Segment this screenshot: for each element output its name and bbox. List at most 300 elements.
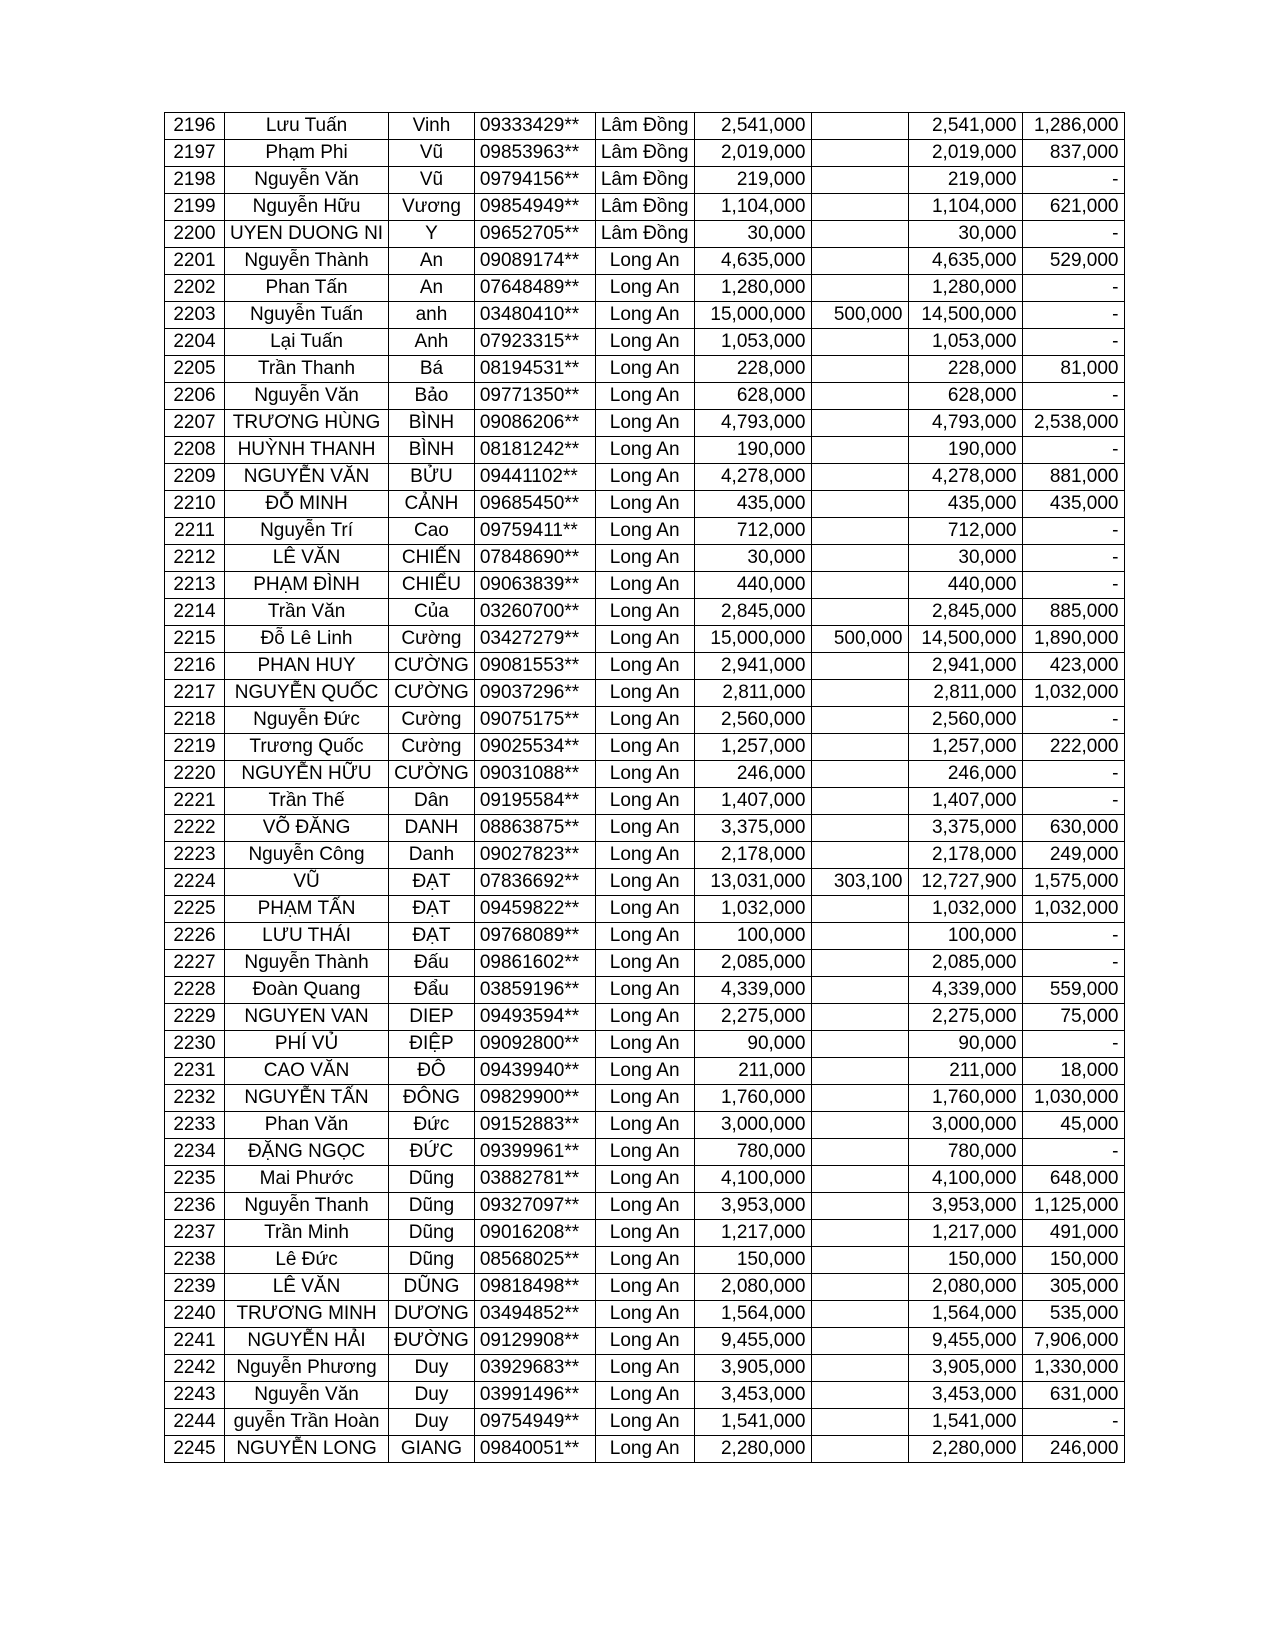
table-row — [165, 437, 1125, 464]
amount-cell: 1,760,000 — [694, 1085, 811, 1112]
phone-cell: 09493594** — [474, 1004, 595, 1031]
province-cell: Long An — [595, 653, 694, 680]
deduction-cell — [811, 734, 908, 761]
last-name-cell: ĐẶNG NGỌC — [225, 1139, 389, 1166]
net-amount-cell: 30,000 — [908, 221, 1022, 248]
last-name-cell: guyễn Trần Hoàn — [225, 1409, 389, 1436]
province-cell: Long An — [595, 1355, 694, 1382]
deduction-cell — [811, 572, 908, 599]
amount-cell: 4,635,000 — [694, 248, 811, 275]
first-name-cell: Đấu — [389, 950, 475, 977]
first-name-cell: Cường — [389, 626, 475, 653]
province-cell: Long An — [595, 437, 694, 464]
province-cell: Long An — [595, 572, 694, 599]
phone-cell: 09037296** — [474, 680, 595, 707]
balance-cell: - — [1022, 788, 1124, 815]
amount-cell: 1,280,000 — [694, 275, 811, 302]
amount-cell: 9,455,000 — [694, 1328, 811, 1355]
row-number-cell: 2214 — [165, 599, 225, 626]
row-number-cell: 2224 — [165, 869, 225, 896]
first-name-cell: ĐẠT — [389, 896, 475, 923]
net-amount-cell: 1,053,000 — [908, 329, 1022, 356]
province-cell: Lâm Đồng — [595, 167, 694, 194]
last-name-cell: HUỲNH THANH — [225, 437, 389, 464]
net-amount-cell: 2,560,000 — [908, 707, 1022, 734]
deduction-cell — [811, 1112, 908, 1139]
last-name-cell: LÊ VĂN — [225, 545, 389, 572]
deduction-cell — [811, 977, 908, 1004]
province-cell: Long An — [595, 1220, 694, 1247]
balance-cell: - — [1022, 545, 1124, 572]
balance-cell: 837,000 — [1022, 140, 1124, 167]
balance-cell: 621,000 — [1022, 194, 1124, 221]
net-amount-cell: 2,845,000 — [908, 599, 1022, 626]
deduction-cell — [811, 1004, 908, 1031]
row-number-cell: 2217 — [165, 680, 225, 707]
balance-cell: 1,032,000 — [1022, 680, 1124, 707]
balance-cell: 535,000 — [1022, 1301, 1124, 1328]
phone-cell: 03929683** — [474, 1355, 595, 1382]
deduction-cell — [811, 113, 908, 140]
row-number-cell: 2198 — [165, 167, 225, 194]
balance-cell: - — [1022, 275, 1124, 302]
phone-cell: 09081553** — [474, 653, 595, 680]
amount-cell: 2,845,000 — [694, 599, 811, 626]
balance-cell: - — [1022, 707, 1124, 734]
first-name-cell: Đẩu — [389, 977, 475, 1004]
deduction-cell — [811, 1328, 908, 1355]
first-name-cell: ĐÔNG — [389, 1085, 475, 1112]
deduction-cell — [811, 167, 908, 194]
row-number-cell: 2232 — [165, 1085, 225, 1112]
last-name-cell: Nguyễn Hữu — [225, 194, 389, 221]
row-number-cell: 2197 — [165, 140, 225, 167]
row-number-cell: 2239 — [165, 1274, 225, 1301]
first-name-cell: Của — [389, 599, 475, 626]
amount-cell: 2,178,000 — [694, 842, 811, 869]
first-name-cell: DANH — [389, 815, 475, 842]
table-row — [165, 707, 1125, 734]
province-cell: Long An — [595, 1409, 694, 1436]
table-row — [165, 626, 1125, 653]
first-name-cell: Cao — [389, 518, 475, 545]
row-number-cell: 2205 — [165, 356, 225, 383]
phone-cell: 09840051** — [474, 1436, 595, 1463]
last-name-cell: Nguyễn Trí — [225, 518, 389, 545]
amount-cell: 1,104,000 — [694, 194, 811, 221]
balance-cell: 881,000 — [1022, 464, 1124, 491]
table-row — [165, 1409, 1125, 1436]
deduction-cell — [811, 1139, 908, 1166]
table-row — [165, 653, 1125, 680]
net-amount-cell: 1,032,000 — [908, 896, 1022, 923]
deduction-cell — [811, 491, 908, 518]
first-name-cell: Dũng — [389, 1247, 475, 1274]
first-name-cell: Cường — [389, 707, 475, 734]
phone-cell: 08568025** — [474, 1247, 595, 1274]
balance-cell: 529,000 — [1022, 248, 1124, 275]
net-amount-cell: 440,000 — [908, 572, 1022, 599]
table-row — [165, 491, 1125, 518]
deduction-cell — [811, 356, 908, 383]
table-row — [165, 1004, 1125, 1031]
balance-cell: 150,000 — [1022, 1247, 1124, 1274]
net-amount-cell: 1,564,000 — [908, 1301, 1022, 1328]
phone-cell: 09768089** — [474, 923, 595, 950]
row-number-cell: 2234 — [165, 1139, 225, 1166]
first-name-cell: Vũ — [389, 167, 475, 194]
row-number-cell: 2225 — [165, 896, 225, 923]
phone-cell: 09652705** — [474, 221, 595, 248]
first-name-cell: CHIỂU — [389, 572, 475, 599]
balance-cell: 885,000 — [1022, 599, 1124, 626]
first-name-cell: Bá — [389, 356, 475, 383]
deduction-cell — [811, 1058, 908, 1085]
amount-cell: 1,217,000 — [694, 1220, 811, 1247]
net-amount-cell: 100,000 — [908, 923, 1022, 950]
first-name-cell: CẢNH — [389, 491, 475, 518]
row-number-cell: 2227 — [165, 950, 225, 977]
amount-cell: 2,085,000 — [694, 950, 811, 977]
last-name-cell: LƯU THÁI — [225, 923, 389, 950]
balance-cell: 81,000 — [1022, 356, 1124, 383]
deduction-cell — [811, 707, 908, 734]
last-name-cell: Phạm Phi — [225, 140, 389, 167]
table-row — [165, 1436, 1125, 1463]
phone-cell: 03427279** — [474, 626, 595, 653]
table-row — [165, 896, 1125, 923]
deduction-cell — [811, 464, 908, 491]
row-number-cell: 2196 — [165, 113, 225, 140]
last-name-cell: Đoàn Quang — [225, 977, 389, 1004]
phone-cell: 03882781** — [474, 1166, 595, 1193]
amount-cell: 440,000 — [694, 572, 811, 599]
table-body — [165, 113, 1125, 1463]
amount-cell: 780,000 — [694, 1139, 811, 1166]
balance-cell: 1,030,000 — [1022, 1085, 1124, 1112]
deduction-cell — [811, 1382, 908, 1409]
phone-cell: 09075175** — [474, 707, 595, 734]
net-amount-cell: 1,217,000 — [908, 1220, 1022, 1247]
table-row — [165, 1355, 1125, 1382]
phone-cell: 03480410** — [474, 302, 595, 329]
deduction-cell — [811, 248, 908, 275]
last-name-cell: PHẠM ĐÌNH — [225, 572, 389, 599]
first-name-cell: Cường — [389, 734, 475, 761]
phone-cell: 09794156** — [474, 167, 595, 194]
amount-cell: 4,793,000 — [694, 410, 811, 437]
last-name-cell: TRƯƠNG HÙNG — [225, 410, 389, 437]
province-cell: Long An — [595, 1112, 694, 1139]
net-amount-cell: 3,453,000 — [908, 1382, 1022, 1409]
last-name-cell: Nguyễn Tuấn — [225, 302, 389, 329]
net-amount-cell: 219,000 — [908, 167, 1022, 194]
first-name-cell: Anh — [389, 329, 475, 356]
row-number-cell: 2240 — [165, 1301, 225, 1328]
phone-cell: 08863875** — [474, 815, 595, 842]
deduction-cell — [811, 761, 908, 788]
last-name-cell: UYEN DUONG NI — [225, 221, 389, 248]
net-amount-cell: 14,500,000 — [908, 626, 1022, 653]
table-row — [165, 734, 1125, 761]
phone-cell: 09027823** — [474, 842, 595, 869]
row-number-cell: 2221 — [165, 788, 225, 815]
balance-cell: 305,000 — [1022, 1274, 1124, 1301]
last-name-cell: TRƯƠNG MINH — [225, 1301, 389, 1328]
amount-cell: 3,953,000 — [694, 1193, 811, 1220]
balance-cell: 435,000 — [1022, 491, 1124, 518]
province-cell: Long An — [595, 950, 694, 977]
province-cell: Long An — [595, 545, 694, 572]
net-amount-cell: 12,727,900 — [908, 869, 1022, 896]
table-row — [165, 1301, 1125, 1328]
deduction-cell — [811, 221, 908, 248]
row-number-cell: 2230 — [165, 1031, 225, 1058]
amount-cell: 2,080,000 — [694, 1274, 811, 1301]
last-name-cell: Lưu Tuấn — [225, 113, 389, 140]
row-number-cell: 2226 — [165, 923, 225, 950]
row-number-cell: 2211 — [165, 518, 225, 545]
province-cell: Long An — [595, 410, 694, 437]
deduction-cell — [811, 1274, 908, 1301]
deduction-cell — [811, 1409, 908, 1436]
table-row — [165, 842, 1125, 869]
province-cell: Long An — [595, 1166, 694, 1193]
net-amount-cell: 30,000 — [908, 545, 1022, 572]
phone-cell: 03859196** — [474, 977, 595, 1004]
province-cell: Long An — [595, 302, 694, 329]
deduction-cell — [811, 1166, 908, 1193]
deduction-cell — [811, 950, 908, 977]
last-name-cell: NGUYỄN HẢI — [225, 1328, 389, 1355]
amount-cell: 2,280,000 — [694, 1436, 811, 1463]
phone-cell: 09025534** — [474, 734, 595, 761]
last-name-cell: NGUYỄN TẤN — [225, 1085, 389, 1112]
table-row — [165, 140, 1125, 167]
amount-cell: 30,000 — [694, 545, 811, 572]
balance-cell: 1,125,000 — [1022, 1193, 1124, 1220]
amount-cell: 1,032,000 — [694, 896, 811, 923]
province-cell: Long An — [595, 383, 694, 410]
amount-cell: 712,000 — [694, 518, 811, 545]
net-amount-cell: 2,019,000 — [908, 140, 1022, 167]
amount-cell: 3,000,000 — [694, 1112, 811, 1139]
phone-cell: 09459822** — [474, 896, 595, 923]
first-name-cell: An — [389, 275, 475, 302]
deduction-cell — [811, 275, 908, 302]
province-cell: Long An — [595, 518, 694, 545]
province-cell: Long An — [595, 1085, 694, 1112]
deduction-cell — [811, 599, 908, 626]
last-name-cell: Nguyễn Thành — [225, 950, 389, 977]
balance-cell: - — [1022, 329, 1124, 356]
net-amount-cell: 14,500,000 — [908, 302, 1022, 329]
first-name-cell: ĐIỆP — [389, 1031, 475, 1058]
table-row — [165, 815, 1125, 842]
first-name-cell: Duy — [389, 1382, 475, 1409]
balance-cell: 648,000 — [1022, 1166, 1124, 1193]
balance-cell: - — [1022, 383, 1124, 410]
table-row — [165, 248, 1125, 275]
first-name-cell: DŨNG — [389, 1274, 475, 1301]
row-number-cell: 2219 — [165, 734, 225, 761]
table-row — [165, 923, 1125, 950]
phone-cell: 09063839** — [474, 572, 595, 599]
table-row — [165, 1193, 1125, 1220]
deduction-cell — [811, 1301, 908, 1328]
balance-cell: 559,000 — [1022, 977, 1124, 1004]
table-row — [165, 113, 1125, 140]
table-row — [165, 1139, 1125, 1166]
deduction-cell — [811, 1193, 908, 1220]
net-amount-cell: 1,407,000 — [908, 788, 1022, 815]
last-name-cell: NGUYỄN VĂN — [225, 464, 389, 491]
phone-cell: 09754949** — [474, 1409, 595, 1436]
first-name-cell: anh — [389, 302, 475, 329]
row-number-cell: 2206 — [165, 383, 225, 410]
balance-cell: 2,538,000 — [1022, 410, 1124, 437]
amount-cell: 2,541,000 — [694, 113, 811, 140]
deduction-cell — [811, 437, 908, 464]
last-name-cell: Nguyễn Đức — [225, 707, 389, 734]
province-cell: Long An — [595, 464, 694, 491]
last-name-cell: PHÍ VỦ — [225, 1031, 389, 1058]
net-amount-cell: 1,760,000 — [908, 1085, 1022, 1112]
balance-cell: 1,286,000 — [1022, 113, 1124, 140]
deduction-cell — [811, 410, 908, 437]
last-name-cell: Nguyễn Thanh — [225, 1193, 389, 1220]
province-cell: Long An — [595, 1274, 694, 1301]
balance-cell: 246,000 — [1022, 1436, 1124, 1463]
amount-cell: 4,278,000 — [694, 464, 811, 491]
table-row — [165, 1382, 1125, 1409]
row-number-cell: 2223 — [165, 842, 225, 869]
net-amount-cell: 2,178,000 — [908, 842, 1022, 869]
table-row — [165, 1274, 1125, 1301]
phone-cell: 09854949** — [474, 194, 595, 221]
table-row — [165, 275, 1125, 302]
net-amount-cell: 2,280,000 — [908, 1436, 1022, 1463]
net-amount-cell: 4,278,000 — [908, 464, 1022, 491]
phone-cell: 09129908** — [474, 1328, 595, 1355]
amount-cell: 211,000 — [694, 1058, 811, 1085]
first-name-cell: Dũng — [389, 1193, 475, 1220]
row-number-cell: 2241 — [165, 1328, 225, 1355]
balance-cell: - — [1022, 761, 1124, 788]
last-name-cell: Lại Tuấn — [225, 329, 389, 356]
province-cell: Long An — [595, 1328, 694, 1355]
balance-cell: 7,906,000 — [1022, 1328, 1124, 1355]
last-name-cell: Nguyễn Thành — [225, 248, 389, 275]
phone-cell: 09086206** — [474, 410, 595, 437]
row-number-cell: 2237 — [165, 1220, 225, 1247]
net-amount-cell: 9,455,000 — [908, 1328, 1022, 1355]
net-amount-cell: 4,793,000 — [908, 410, 1022, 437]
province-cell: Long An — [595, 1247, 694, 1274]
province-cell: Long An — [595, 869, 694, 896]
province-cell: Long An — [595, 734, 694, 761]
last-name-cell: Nguyễn Công — [225, 842, 389, 869]
province-cell: Long An — [595, 1193, 694, 1220]
first-name-cell: ĐƯỜNG — [389, 1328, 475, 1355]
row-number-cell: 2233 — [165, 1112, 225, 1139]
data-table — [164, 112, 1125, 1463]
row-number-cell: 2208 — [165, 437, 225, 464]
province-cell: Long An — [595, 680, 694, 707]
first-name-cell: Dũng — [389, 1220, 475, 1247]
province-cell: Long An — [595, 1031, 694, 1058]
amount-cell: 435,000 — [694, 491, 811, 518]
balance-cell: - — [1022, 167, 1124, 194]
net-amount-cell: 4,100,000 — [908, 1166, 1022, 1193]
table-row — [165, 1166, 1125, 1193]
amount-cell: 4,100,000 — [694, 1166, 811, 1193]
row-number-cell: 2207 — [165, 410, 225, 437]
phone-cell: 03494852** — [474, 1301, 595, 1328]
row-number-cell: 2201 — [165, 248, 225, 275]
row-number-cell: 2218 — [165, 707, 225, 734]
amount-cell: 1,407,000 — [694, 788, 811, 815]
first-name-cell: Y — [389, 221, 475, 248]
province-cell: Long An — [595, 977, 694, 1004]
deduction-cell — [811, 329, 908, 356]
last-name-cell: CAO VĂN — [225, 1058, 389, 1085]
amount-cell: 13,031,000 — [694, 869, 811, 896]
row-number-cell: 2203 — [165, 302, 225, 329]
phone-cell: 03260700** — [474, 599, 595, 626]
province-cell: Long An — [595, 923, 694, 950]
province-cell: Long An — [595, 761, 694, 788]
balance-cell: 630,000 — [1022, 815, 1124, 842]
province-cell: Long An — [595, 1058, 694, 1085]
balance-cell: - — [1022, 572, 1124, 599]
row-number-cell: 2209 — [165, 464, 225, 491]
amount-cell: 628,000 — [694, 383, 811, 410]
first-name-cell: ĐẠT — [389, 869, 475, 896]
deduction-cell: 500,000 — [811, 626, 908, 653]
net-amount-cell: 712,000 — [908, 518, 1022, 545]
net-amount-cell: 190,000 — [908, 437, 1022, 464]
province-cell: Long An — [595, 1436, 694, 1463]
deduction-cell: 500,000 — [811, 302, 908, 329]
amount-cell: 100,000 — [694, 923, 811, 950]
balance-cell: - — [1022, 518, 1124, 545]
first-name-cell: Vinh — [389, 113, 475, 140]
amount-cell: 1,053,000 — [694, 329, 811, 356]
balance-cell: - — [1022, 1031, 1124, 1058]
balance-cell: - — [1022, 302, 1124, 329]
phone-cell: 07848690** — [474, 545, 595, 572]
balance-cell: 423,000 — [1022, 653, 1124, 680]
amount-cell: 90,000 — [694, 1031, 811, 1058]
row-number-cell: 2236 — [165, 1193, 225, 1220]
deduction-cell — [811, 1247, 908, 1274]
table-row — [165, 383, 1125, 410]
row-number-cell: 2222 — [165, 815, 225, 842]
table-row — [165, 167, 1125, 194]
table-row — [165, 410, 1125, 437]
phone-cell: 09685450** — [474, 491, 595, 518]
table-row — [165, 1220, 1125, 1247]
phone-cell: 09195584** — [474, 788, 595, 815]
amount-cell: 246,000 — [694, 761, 811, 788]
table-row — [165, 302, 1125, 329]
deduction-cell — [811, 1355, 908, 1382]
balance-cell: - — [1022, 923, 1124, 950]
balance-cell: - — [1022, 950, 1124, 977]
province-cell: Long An — [595, 707, 694, 734]
deduction-cell — [811, 842, 908, 869]
